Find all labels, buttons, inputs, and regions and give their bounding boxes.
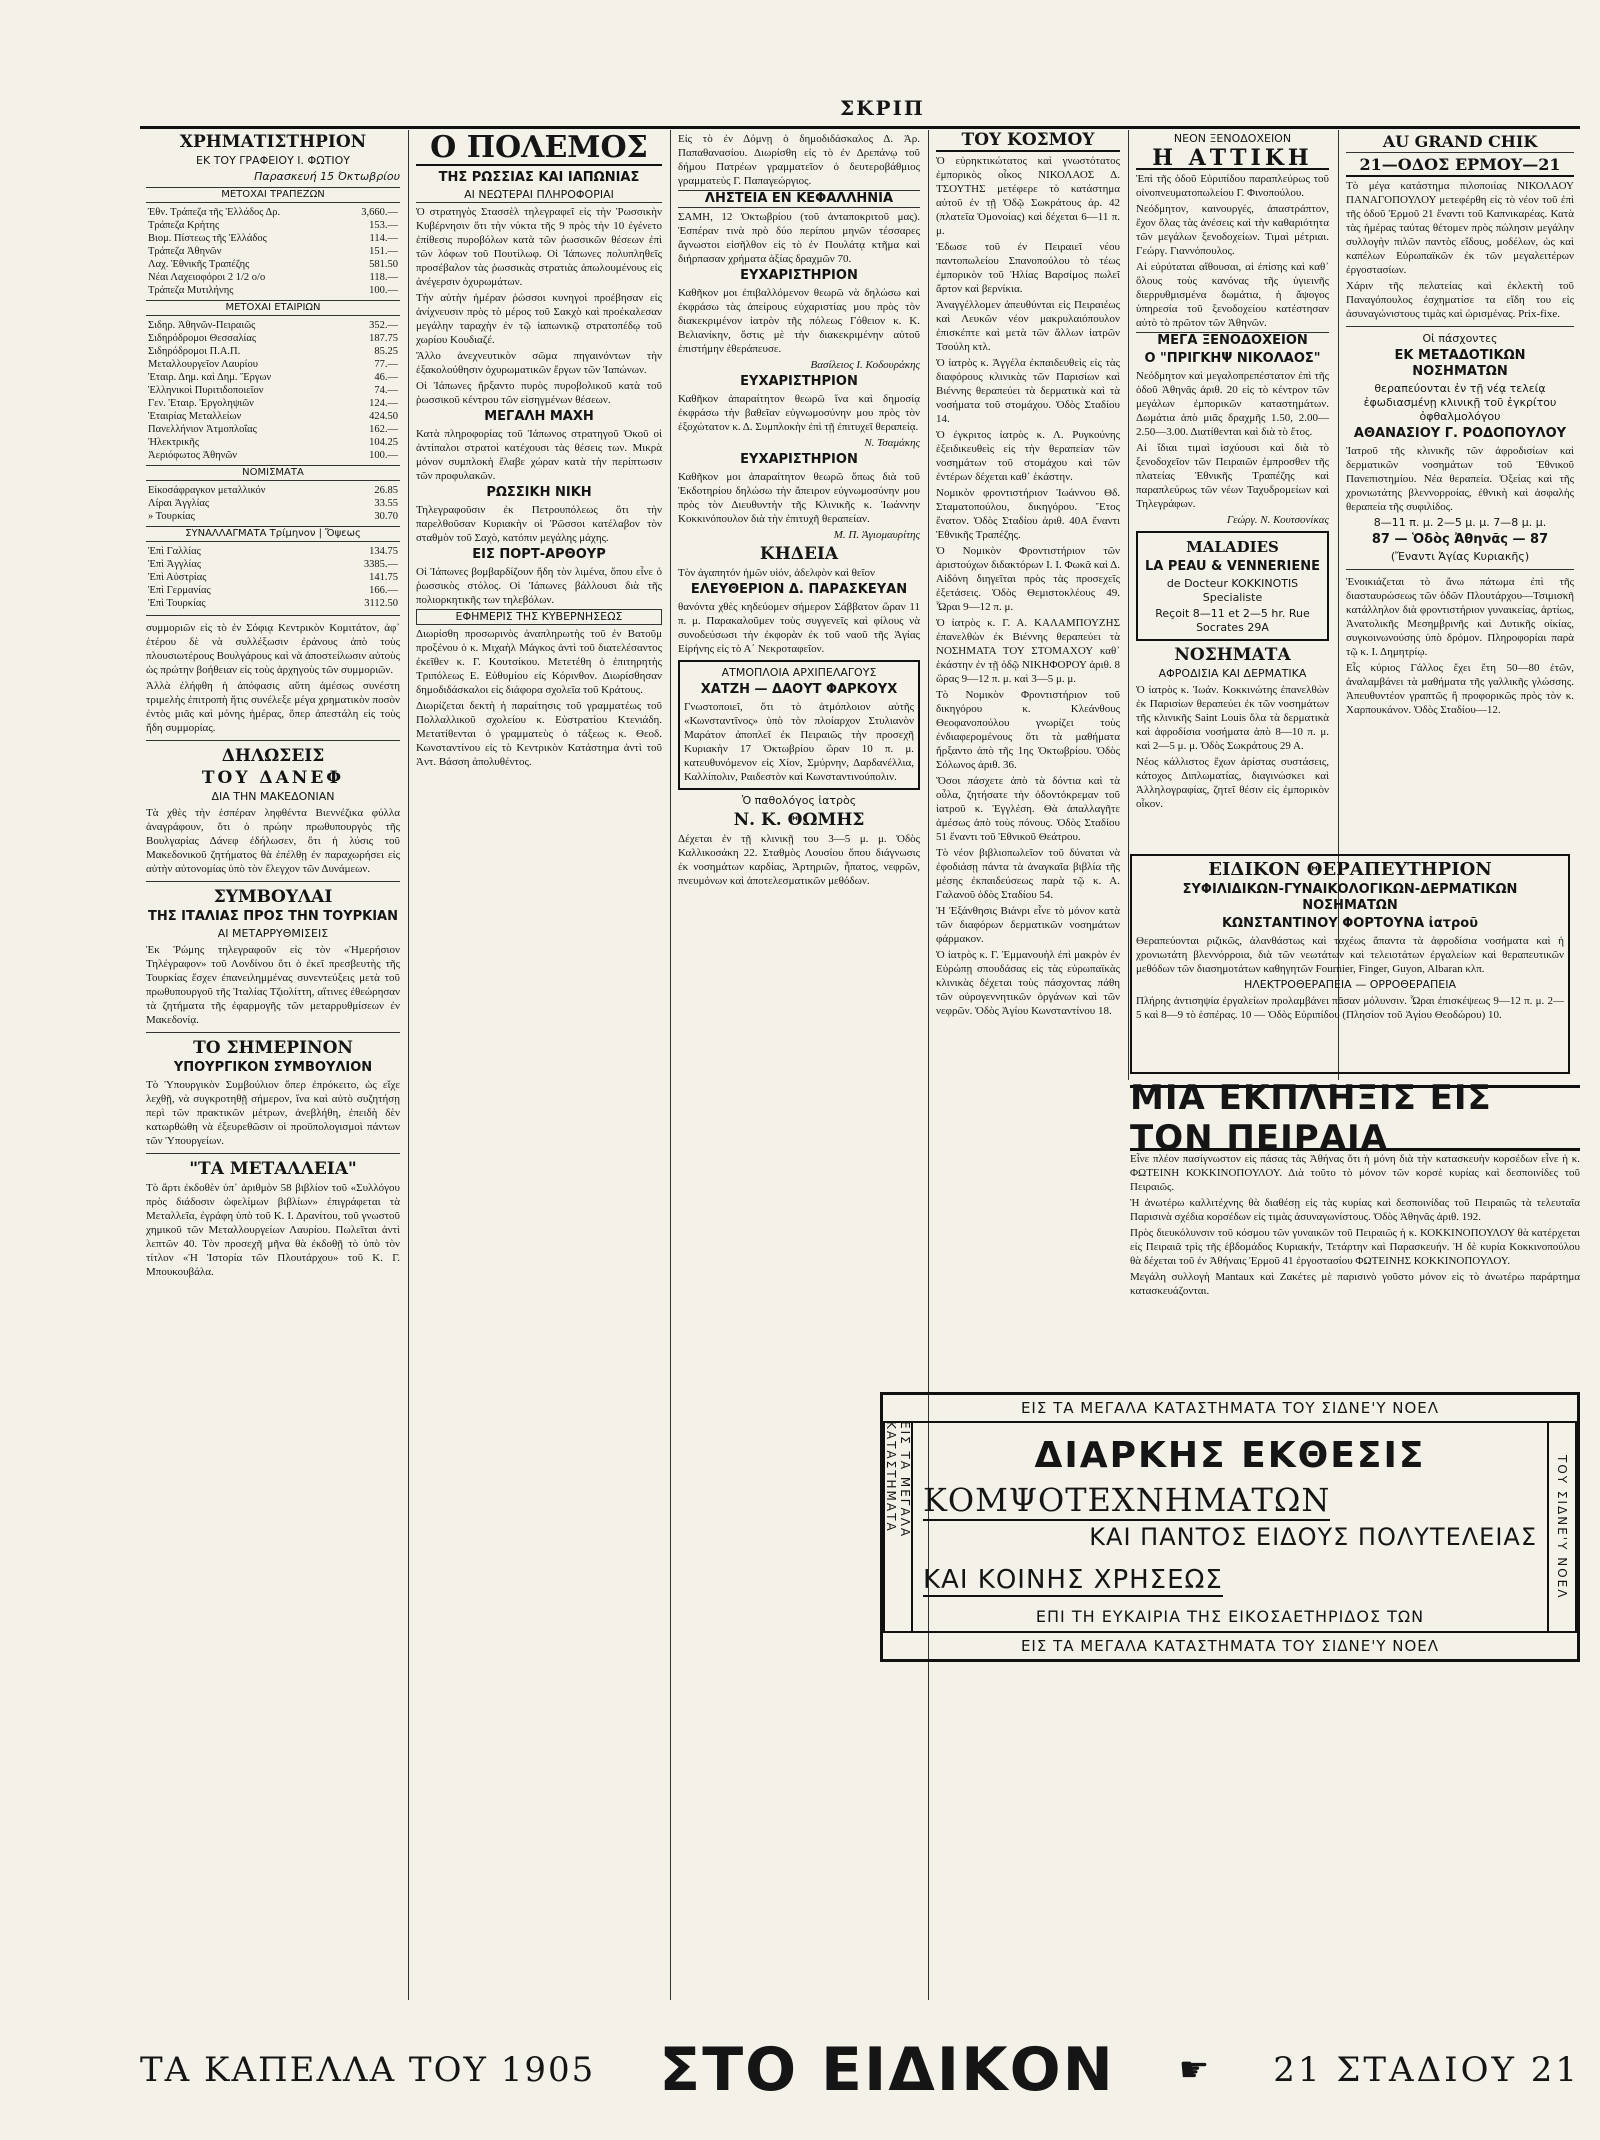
signature: Βασίλειος Ι. Κοδουράκης [810, 359, 920, 371]
column-rule [928, 130, 929, 2000]
table-row: Ἐπὶ Τουρκίας 3112.50 [148, 598, 398, 609]
article-paragraph: Ἐκ Ῥώμης τηλεγραφοῦν εἰς τὸν «Ἡμερήσιον Τηλέγραφον» τοῦ Λονδίνου ὅτι ὁ ἐκεῖ πρεσβευτὴς τῆς Τουρκίας ἔσχεν ἐπανειλημμένας συνεντεύξεις μετὰ τοῦ πρωθυπουργοῦ τῆς Ἰταλίας Τζιολίττη, αἵτινες ἐθεώρησαν τὰ ζητήματα τῆς ἐφαρμογῆς τῶν μεταρρυθμίσεων ἐν Μακεδονίᾳ. [146, 944, 400, 1026]
article-paragraph: Νομικὸν φροντιστήριον Ἰωάννου Θδ. Σταματοπούλου, δικηγόρου. Ἔτος ἔνατον. Ὁδὸς Σταδίου ἀριθ. 40Α ἔναντι Ἐθνικῆς Τραπέζης. [936, 487, 1120, 541]
piraeus-ad-title: ΜΙΑ ΕΚΠΛΗΞΙΣ ΕΙΣ ΤΟΝ ΠΕΙΡΑΙΑ [1130, 1085, 1580, 1151]
article-paragraph: Ἡ ἀνωτέρω καλλιτέχνης θὰ διαθέσῃ εἰς τὰς κυρίας καὶ δεσποινίδας τοῦ Πειραιῶς τὰ τελευταῖα Παρισινὰ σχέδια κορσέδων εἰς τιμὰς ἀσυναγωνίστους. Ὁδὸς Ἀθηνᾶς ἀριθ. 192. [1130, 1197, 1580, 1223]
divider [146, 1153, 400, 1154]
article-heading: Ὁ παθολόγος ἰατρὸς [741, 794, 857, 807]
hotel-heading: ΝΕΟΝ ΞΕΝΟΔΟΧΕΙΟΝ [1173, 132, 1292, 145]
divider [146, 881, 400, 882]
signature: Ν. Τσαμάκης [864, 437, 920, 449]
column-war [410, 130, 668, 2000]
article-heading: ΔΗΛΩΣΕΙΣ [221, 746, 325, 766]
article-paragraph: Ἡ Ἐξάνθησις Βιάνρι εἶνε τὸ μόνον κατὰ τῶν διαφόρων δερματικῶν νοσημάτων φάρμακον. [936, 905, 1120, 945]
article-paragraph: Εἶνε πλέον πασίγνωστον εἰς πάσας τὰς Ἀθήνας ὅτι ἡ μόνη διὰ τὴν κατασκευὴν κορσέδων εἶνε ἡ κ. ΦΩΤΕΙΝΗ ΚΟΚΚΙΝΟΠΟΥΛΟΥ. Διὰ τοῦτο τὸ μόνον τῶν κορσὲ κυρίας καὶ δεσποινίδες τοῦ Πειραιῶς. [1130, 1153, 1580, 1193]
article-paragraph: Ἄλλο ἀνεχνευτικὸν σῶμα πηγαινόντων τὴν ἐξακολούθησιν ὀχυρωματικῶν ἔργων τῶν Ἰαπώνων. [416, 350, 662, 376]
article-paragraph: Διωρίσθη προσωρινὸς ἀναπληρωτὴς τοῦ ἐν Βατοῦμ προξένου ὁ κ. Μιχαὴλ Μάγκος ἀντὶ τοῦ διατελέσαντος ἐκεῖθεν κ. Γ. Κουτσίκου. Μετετέθη ὁ ἐπιτηρητὴς Τριπόλεως Ε. Εὐθυμίου εἰς Κόρινθον. Διωρίσθησαν δημοδιδάσκαλοι εἰς διάφορα σχολεῖα τοῦ Κράτους. [416, 628, 662, 696]
divider [146, 1032, 400, 1033]
table-row: Βιομ. Πίστεως τῆς Ἑλλάδος 114.— [148, 233, 398, 244]
article-paragraph: Ἐνοικιάζεται τὸ ἄνω πάτωμα ἐπὶ τῆς διασταυρώσεως τῶν ὁδῶν Πλουτάρχου—Τσιμισκῆ κατάλληλον διὰ φροντιστήριον γυναικείας, ἀρτίως, Ἀνατολικῆς Μεσημβρινῆς καὶ Δυτικῆς οἰκίας, συγκοινωνούσης ὑπὸ δρόμον. Πληροφορίαι παρὰ τῷ κ. Ι. Δημητρίῳ. [1346, 576, 1574, 658]
column-rule [408, 130, 409, 2000]
table-row: Γεν. Ἑταιρ. Ἐργοληψιῶν 124.— [148, 398, 398, 409]
signature: Μ. Π. Ἀγιομαυρίτης [833, 529, 920, 541]
war-subtitle: ΤΗΣ ΡΩΣΣΙΑΣ ΚΑΙ ΙΑΠΩΝΙΑΣ [438, 170, 640, 185]
war-title: Ο ΠΟΛΕΜΟΣ [416, 132, 662, 166]
column-rule [1128, 130, 1129, 1080]
banks-heading: ΜΕΤΟΧΑΙ ΤΡΑΠΕΖΩΝ [146, 187, 400, 203]
exchange-table [146, 545, 400, 610]
article-heading: ΛΗΣΤΕΙΑ ΕΝ ΚΕΦΑΛΛΗΝΙΑ [678, 190, 920, 208]
coins-table [146, 484, 400, 523]
table-row: Ἑταιρίας Μεταλλείων 424.50 [148, 411, 398, 422]
table-row: Τράπεζα Ἀθηνῶν 151.— [148, 246, 398, 257]
table-row: Σιδηρόδρομοι Π.Α.Π. 85.25 [148, 346, 398, 357]
divider [1346, 326, 1574, 327]
table-row: Λίραι Ἀγγλίας 33.55 [148, 498, 398, 509]
table-row: Σιδηρ. Ἀθηνῶν-Πειραιῶς 352.— [148, 320, 398, 331]
table-row: » Τουρκίας 30.70 [148, 511, 398, 522]
article-paragraph: Ἰατροῦ τῆς κλινικῆς τῶν ἀφροδισίων καὶ δερματικῶν νοσημάτων τοῦ Ἐθνικοῦ Πανεπιστημίου. Νέα θεραπεία. Ὀξείας καὶ τῆς χρονιωτάτης βλεννορροίας, ἐθνικὴ καὶ ἀσφαλὴς θεραπεία τῆς συφιλίδος. [1346, 445, 1574, 513]
ad-subheading: ΗΛΕΚΤΡΟΘΕΡΑΠΕΙΑ — ΟΡΡΟΘΕΡΑΠΕΙΑ [1243, 978, 1457, 991]
ad-heading: ΕΚ ΜΕΤΑΔΟΤΙΚΩΝ ΝΟΣΗΜΑΤΩΝ [1394, 348, 1526, 379]
footer-banner [140, 2035, 1580, 2105]
article-paragraph: Τὰ χθὲς τὴν ἑσπέραν ληφθέντα Βιεννέζικα φύλλα ἀναγράφουν, ὅτι ὁ πρώην πρωθυπουργὸς τῆς Βουλγαρίας Δάνεφ ἐδήλωσεν, ὅτι ἡ λύσις τοῦ Μακεδονικοῦ ζητήματος θὰ ἐπέλθῃ ἐν παραχωρήσει εἰς αὐτὴν αὐτονομίας ὑπὸ τὸν ἔλεγχον τῶν Δυνάμεων. [146, 807, 400, 875]
ad-heading: ΔΙΑΡΚΗΣ ΕΚΘΕΣΙΣ [1034, 1435, 1426, 1476]
hotel-name: Ο "ΠΡΙΓΚΗΨ ΝΙΚΟΛΑΟΣ" [1144, 351, 1321, 366]
coins-heading: ΝΟΜΙΣΜΑΤΑ [146, 465, 400, 481]
article-paragraph: Τὸ μέγα κατάστημα πιλοποιίας ΝΙΚΟΛΑΟΥ ΠΑΝΑΓΟΠΟΥΛΟΥ μετεφέρθη εἰς τὸ νέον τοῦ ἐπὶ τῆς ὁδοῦ Ἑρμοῦ 21 ἔναντι τοῦ Καπνικαρέας. Κατὰ τὰς ἡμέρας ταύτας θέτομεν πρὸς πώλησιν μεγάλην συλλογὴν πιλῶν παντὸς εἴδους, μοδέλων, ὡς καὶ καπέλων Εὐρωπαϊκῶν ἐκ τῶν μεγαλειτέρων ἐργοστασίων. [1346, 180, 1574, 276]
ad-subheading: ΑΦΡΟΔΙΣΙΑ ΚΑΙ ΔΕΡΜΑΤΙΚΑ [1158, 667, 1307, 680]
article-paragraph: Νεόδμητον καὶ μεγαλοπρεπέστατον ἐπὶ τῆς ὁδοῦ Ἀθηνᾶς ἀριθ. 20 εἰς τὸ κέντρον τῶν μεγάλων ἐμπορικῶν καταστημάτων. Δωμάτια ἀπὸ μιᾶς δραχμῆς 1.50, 2.00—2.50—3.00. Διατίθενται καὶ διὰ τὸ ἔτος. [1136, 370, 1329, 438]
office-address-note: (Ἔναντι Ἁγίας Κυριακῆς) [1390, 550, 1530, 563]
article-paragraph: Χάριν τῆς πελατείας καὶ ἐκλεκτὴ τοῦ Παναγόπουλος ἐσχηματίσε τα εἴδη του εἰς ἀσυναγώνιστους τιμὰς καὶ ὡρισμένας. Prix-fixe. [1346, 280, 1574, 320]
hotel-heading: ΜΕΓΑ ΞΕΝΟΔΟΧΕΙΟΝ [1136, 332, 1329, 349]
article-paragraph: Πλήρης ἀντισηψία ἐργαλείων προλαμβάνει πᾶσαν μόλυνσιν. Ὧραι ἐπισκέψεως 9—12 π. μ. 2—5 καὶ 8—9 τὸ ἑσπέρας. 10 — Ὁδὸς Εὐριπίδου (Πλησίον τοῦ Ἁγίου Θεοδώρου) 10. [1136, 995, 1564, 1021]
article-subheading: ΤΗΣ ΙΤΑΛΙΑΣ ΠΡΟΣ ΤΗΝ ΤΟΥΡΚΙΑΝ [147, 909, 398, 924]
article-subheading: ΥΠΟΥΡΓΙΚΟΝ ΣΥΜΒΟΥΛΙΟΝ [173, 1060, 373, 1075]
article-paragraph: Ἐπὶ τῆς ὁδοῦ Εὐριπίδου παραπλεύρως τοῦ οἰνοπνευματοπωλείου Γ. Φινοπούλου. [1136, 173, 1329, 199]
thanks-heading: ΕΥΧΑΡΙΣΤΗΡΙΟΝ [740, 268, 858, 283]
article-paragraph: Εἰς τὸ ἐν Δόμνῃ ὁ δημοδιδάσκαλος Δ. Ἀρ. Παπαθανασίου. Διωρίσθη εἰς τὸ ἐν Δρεπάνῳ τοῦ δήμου Πατρέων γραμματεῖον ὁ δευτεροβάθμιος γραμματεὺς Γ. Παπαγεώργιος. [678, 133, 920, 187]
table-row: Ἀεριόφωτος Ἀθηνῶν 100.— [148, 450, 398, 461]
article-paragraph: Ὁ Νομικὸν Φροντιστήριον τῶν ἀριστούχων διδακτόρων Ι. Ι. Φωκᾶ καὶ Δ. Αἰδόνη διηγεῖται πρὸς τὰς προσεχεῖς ἐξετάσεις. Ὁδὸς Θεμιστοκλέους 49. Ὧραι 9—12 π. μ. [936, 545, 1120, 613]
masthead-title: ΣΚΡΙΠ [840, 96, 925, 120]
ad-heading: MALADIES [1186, 538, 1279, 556]
article-paragraph: Πρὸς διευκόλυνσιν τοῦ κόσμου τῶν γυναικῶν τοῦ Πειραιῶς ἡ κ. ΚΟΚΚΙΝΟΠΟΥΛΟΥ θὰ κατέρχεται εἰς Πειραιᾶ τρὶς τῆς ἑβδομάδος Κυριακήν, Τετάρτην καὶ Παρασκευήν. Ἡ δὲ κυρία Κοκκινοπούλου θὰ δέχεται τοῦ ἐν Ἀθήναις Ἑρμοῦ 41 ἐργοστασίου ΦΩΤΕΙΝΗΣ ΚΟΚΚΙΝΟΠΟΥΛΟΥ. [1130, 1227, 1580, 1267]
article-paragraph: Τηλεγραφοῦσιν ἐκ Πετρουπόλεως ὅτι τὴν παρελθοῦσαν Κυριακὴν οἱ Ῥῶσσοι κατέλαβον τὸν σταθμὸν τοῦ Σαχὸ, κατόπιν μεγάλης μάχης. [416, 504, 662, 544]
table-row: Ἑταιρ. Δημ. καὶ Δημ. Ἔργων 46.— [148, 372, 398, 383]
ad-band: ΕΙΣ ΤΑ ΜΕΓΑΛΑ ΚΑΤΑΣΤΗΜΑΤΑ ΤΟΥ ΣΙΔΝΕ'Υ ΝΟΕΛ [883, 1631, 1577, 1659]
divider [146, 740, 400, 741]
article-paragraph: Ἐδωσε τοῦ ἐν Πειραιεῖ νέου παντοπωλείου Σπανοπούλου τὸ τέως ἐμπορικὸν τοῦ Ἠλίας Βαρσίμος πωλεῖ ἄρτον καὶ βερνίκια. [936, 241, 1120, 295]
thanks-heading: ΕΥΧΑΡΙΣΤΗΡΙΟΝ [740, 374, 858, 389]
article-paragraph: Διωρίζεται δεκτὴ ἡ παραίτησις τοῦ γραμματέως τοῦ Πολλαλλικοῦ σχολείου κ. Εὐστρατίου Κτενιάδη. Μετατίθενται ὁ γραμματεὺς ὁ τάξεως κ. Θεοδ. Κωνσταντίνου εἰς τὸ Κεντρικὸν Κατάστημα ἀντὶ τοῦ Ἀντ. Βάσση ἀπολυθέντος. [416, 700, 662, 768]
ad-heading: ΚΑΙ ΠΑΝΤΟΣ ΕΙΔΟΥΣ ΠΟΛΥΤΕΛΕΙΑΣ [1089, 1523, 1537, 1551]
ad-heading: LA PEAU & VENNERIENE [1145, 559, 1320, 574]
article-paragraph: Οἱ Ἰάπωνες βομβαρδίζουν ἤδη τὸν λιμένα, ὅπου εἶνε ὁ ῥωσσικὸς στόλος. Οἱ Ἰάπωνες βάλλουσι διὰ τῆς πολιορκητικῆς των τηλεβόλων. [416, 566, 662, 606]
article-paragraph: Καθῆκον ἀπαραίτητον θεωρῶ ἵνα καὶ δημοσίᾳ ἐκφράσω τὴν βαθεῖαν εὐγνωμοσύνην μου πρὸς τὸν ἐξοχώτατον κ. Δ. Συμπλοκὴν ἐπὶ τῇ ἐπιτυχεῖ θεραπείᾳ. [678, 393, 920, 433]
article-subheading: ΔΙΑ ΤΗΝ ΜΑΚΕΔΟΝΙΑΝ [211, 790, 335, 803]
stock-subtitle: ΕΚ ΤΟΥ ΓΡΑΦΕΙΟΥ Ι. ΦΩΤΙΟΥ [196, 154, 350, 167]
companies-table [146, 319, 400, 462]
article-heading: ΑΤΜΟΠΛΟΙΑ ΑΡΧΙΠΕΛΑΓΟΥΣ [721, 666, 877, 679]
pointing-hand-icon: ☛ [1178, 2050, 1210, 2090]
article-paragraph: Νεόδμητον, καινουργές, ἀπαστράπτον, ἔχον ὅλας τὰς ἀνέσεις καὶ τὴν καθαριότητα τῶν μεγάλων ξενοδοχείων. Τιμαὶ μέτριαι. Γεώργ. Γιαννόπουλος. [1136, 203, 1329, 257]
article-paragraph: Τὸ Νομικὸν Φροντιστήριον τοῦ δικηγόρου κ. Κλεάνθους Θεοφανοπούλου γνωρίζει τοὺς ἐνδιαφερομένους ὅτι τὰ μαθήματα ἤρξαντο ἀπὸ τῆς 1ης Ὀκτωβρίου. Ὁδὸς Σόλωνος ἀριθ. 36. [936, 689, 1120, 771]
table-row: Ἠλεκτρικῆς 104.25 [148, 437, 398, 448]
masthead [140, 96, 1580, 129]
table-row: Τράπεζα Μυτιλήνης 100.— [148, 285, 398, 296]
exchange-heading: ΣΥΝΑΛΛΑΓΜΑΤΑ Τρίμηνον | Ὄψεως [146, 526, 400, 542]
table-row: Ἐπὶ Γερμανίας 166.— [148, 585, 398, 596]
article-paragraph: Καθῆκον μοι ἀπαραίτητον θεωρῶ ὅπως διὰ τοῦ Ἐκδοτηρίου δηλώσω τὴν ἄπειρον εὐγνωμοσύνην μου πρὸς τὸν Διευθυντὴν τῆς Κλινικῆς κ. Ἰωάννην Κοκκινόπουλον διὰ τὴν ἐπιτυχῆ θεραπείαν. [678, 471, 920, 525]
table-row: Εἰκοσάφραγκον μεταλλικόν 26.85 [148, 485, 398, 496]
column-stock-exchange [140, 130, 406, 2000]
banks-table [146, 206, 400, 297]
article-paragraph: Νέος κάλλιστος ἔχων ἀρίστας συστάσεις, κάτοχος Διπλωματίας, διαγινώσκει καὶ Ἀλληλογραφίας, ζητεῖ θέσιν εἰς ἐμπορικὸν οἶκον. [1136, 756, 1329, 810]
article-paragraph: Γνωστοποιεῖ, ὅτι τὸ ἀτμόπλοιον αὐτῆς «Κωνσταντῖνος» ὑπὸ τὸν πλοίαρχον Στυλιανὸν Μαράτον ἀποπλεῖ ἐκ Πειραιῶς τὴν προσεχῆ Κυριακὴν 17 Ὀκτωβρίου ὥραν 10 π. μ. κατευθυνόμενον εἰς Χίον, Σμύρνην, Δαρδανέλλια, Καλλίπολιν, Ραιδεστὸν καὶ Κωνσταντινούπολιν. [684, 701, 914, 783]
column-notices [672, 130, 926, 2000]
ad-heading: ΚΑΙ ΚΟΙΝΗΣ ΧΡΗΣΕΩΣ [923, 1565, 1223, 1595]
article-paragraph: Ὁ ἐγκριτος ἰατρὸς κ. Λ. Ρυγκούνης ἐξειδικευθεὶς εἰς τὴν θεραπείαν τῶν νοσημάτων τοῦ στομάχου καὶ τῶν ἐντέρων δέχεται καθ᾽ ἑκάστην. [936, 429, 1120, 483]
stock-title: ΧΡΗΜΑΤΙΣΤΗΡΙΟΝ [179, 132, 367, 152]
funeral-heading: ΚΗΔΕΙΑ [759, 544, 839, 564]
article-paragraph: Ὁ στρατηγὸς Στασσὲλ τηλεγραφεῖ εἰς τὴν Ῥωσσικὴν Κυβέρνησιν ὅτι τὴν νύκτα τῆς 9 πρὸς τὴν 10 ἐγένετο ἐπίθεσις πυροβόλων κατὰ τῶν ῥωσσικῶν θέσεων ἐπὶ τῶν λόφων τοῦ Πουτίλωφ. Οἱ Ἰάπωνες πολυπληθεῖς προσέβαλον τὰς ῥωσσικὰς στρατιὰς ἀπωλουμένους εἰς ἀνέγερσιν ὀχυρωμάτων. [416, 206, 662, 288]
ad-heading: ΕΙΔΙΚΟΝ ΘΕΡΑΠΕΥΤΗΡΙΟΝ [1208, 859, 1492, 880]
article-paragraph: Εἷς κύριος Γάλλος ἔχει ἔτη 50—80 ἐτῶν, ἀναλαμβάνει τὰ μαθήματα τῆς γαλλικῆς γλώσσης. Ἀπευθυντέον γραπτῶς ἢ προφορικῶς πρὸς τὸν κ. Χαρπουκάνον. Ὁδὸς Σταδίου—12. [1346, 662, 1574, 716]
companies-heading: ΜΕΤΟΧΑΙ ΕΤΑΙΡΙΩΝ [146, 300, 400, 316]
footer-right: 21 ΣΤΑΔΙΟΥ 21 [1273, 2050, 1580, 2090]
article-heading: ΤΟΥ ΔΑΝΕΦ [201, 768, 345, 788]
article-heading: ΡΩΣΣΙΚΗ ΝΙΚΗ [486, 485, 592, 500]
ad-subheading: Οἱ πάσχοντες [1422, 332, 1498, 345]
doctor-name: ΑΘΑΝΑΣΙΟΥ Γ. ΡΟΔΟΠΟΥΛΟΥ [1353, 426, 1567, 441]
article-paragraph: Ὁ ἰατρὸς κ. Γ. Α. ΚΑΛΑΜΠΟΥΖΗΣ ἐπανελθὼν ἐκ Βιέννης θεραπεύει τὰ ΝΟΣΗΜΑΤΑ ΤΟΥ ΣΤΟΜΑΧΟΥ καθ᾽ ἑκάστην ἐν τῇ ὁδῷ ΝΙΚΗΦΟΡΟΥ ἀριθ. 8 ὥρας 9—12 π. μ. καὶ 3—5 μ. μ. [936, 617, 1120, 685]
shop-address: 21—ΟΔΟΣ ΕΡΜΟΥ—21 [1346, 155, 1574, 177]
footer-left: ΤΑ ΚΑΠΕΛΛΑ ΤΟΥ 1905 [140, 2050, 596, 2090]
article-paragraph: Ἀλλὰ ἐλήφθη ἡ ἀπόφασις αὕτη ἀμέσως συνέστη τριμελὴς ἐπιτροπὴ ἥτις συνέλεξε μέγα χρηματικὸν ποσὸν ἐντὸς μιᾶς καὶ μόνης ἡμέρας, ὅπερ ἀπεστάλη εἰς τοὺς ἤδη συμμορίας. [146, 680, 400, 734]
article-paragraph: Δέχεται ἐν τῇ κλινικῇ του 3—5 μ. μ. Ὁδὸς Καλλικοσάκη 22. Σταθμὸς Λουσίου ὅπου διάγνωσις ἐκ νοσημάτων καρδίας, Ἀρτηριῶν, ἧπατος, νεφρῶν, πνευμόνων καὶ ἀποτελεσματικῶν μεθόδων. [678, 833, 920, 887]
article-heading: ΣΥΜΒΟΥΛΑΙ [213, 887, 333, 907]
article-heading: ΧΑΤΖΗ — ΔΑΟΥΤ ΦΑΡΚΟΥΧ [700, 682, 898, 697]
article-paragraph: Ὅσοι πάσχετε ἀπὸ τὰ δόντια καὶ τὰ οὖλα, ζητήσατε τὴν ὀδοντόκρεμαν τοῦ ἰατροῦ κ. Ἐγγλέση. Θὰ ἀπαλλαγῆτε ἀμέσως ἀπὸ τοὺς πόνους. Ὁδὸς Σταδίου 51 ἔναντι τοῦ Ἐθνικοῦ Θεάτρου. [936, 775, 1120, 843]
society-title: ΤΟΥ ΚΟΣΜΟΥ [936, 130, 1120, 152]
ad-side-band: ΕΙΣ ΤΑ ΜΕΓΑΛΑ ΚΑΤΑΣΤΗΜΑΤΑ [883, 1421, 913, 1633]
table-row: Νέαι Λαχειοφόροι 2 1/2 ο/ο 118.— [148, 272, 398, 283]
article-paragraph: Τὸ ἄρτι ἐκδοθὲν ὑπ᾽ ἀριθμὸν 58 βιβλίον τοῦ «Συλλόγου πρὸς διάδοσιν ὠφελίμων βιβλίων» ἐπιγράφεται τὰ Μεταλλεῖα, ἐγράφη ὑπὸ τοῦ Κ. Ι. Δρανίτου, τοῦ γνωστοῦ χημικοῦ τῶν Μεταλλουργείων Λαυρίου. Πωλεῖται ἀντὶ λεπτῶν 40. Τὸν προσεχῆ μῆνα θὰ ἐκδοθῇ τὸ ὑπὸ τὸν τίτλον «Ἡ Ἰστορία τῶν Πλουτάρχου» τοῦ Κ. Γ. Μπουκουβάλα. [146, 1182, 400, 1278]
article-paragraph: Μεγάλη συλλογὴ Mantaux καὶ Ζακέτες μὲ παρισινὸ γοῦστο μόνον εἰς τὸ ἀνωτέρω παράρτημα κατασκευάζονται. [1130, 1271, 1580, 1297]
article-paragraph: συμμοριῶν εἰς τὸ ἐν Σόφιᾳ Κεντρικὸν Κομιτάτον, ἀφ᾽ ἑτέρου δὲ νὰ συλλέξωσιν ἐράνους ἀπὸ τοὺς πλουσιωτέρους Βουλγάρους καὶ νὰ ἀποστείλωσιν αὐτοὺς ὡς πρώτην βοήθειαν εἰς τοὺς ἀρχηγοὺς τῶν συμμοριῶν. [146, 622, 400, 676]
article-heading: ΕΙΣ ΠΟΡΤ-ΑΡΘΟΥΡ [472, 547, 606, 562]
article-paragraph: Τὸν ἀγαπητόν ἡμῶν υἱόν, ἀδελφὸν καὶ θεῖον [678, 567, 875, 579]
ad-band: ΕΙΣ ΤΑ ΜΕΓΑΛΑ ΚΑΤΑΣΤΗΜΑΤΑ ΤΟΥ ΣΙΔΝΕ'Υ ΝΟΕΛ [883, 1395, 1577, 1423]
article-paragraph: Τὴν αὐτὴν ἡμέραν ῥώσσοι κυνηγοὶ προέβησαν εἰς ἀνίχνευσιν πρὸς τὸ μέρος τοῦ Σακχὸ καὶ προέκαλεσαν μεγάλην ταραχὴν ἐν τῷ ἰαπωνικῷ στρατοπέδῳ τοῦ χωρίου Κουδιαζέ. [416, 292, 662, 346]
hotel-name: Η ΑΤΤΙΚΗ [1136, 148, 1329, 170]
table-row: Μεταλλουργεῖον Λαυρίου 77.— [148, 359, 398, 370]
article-paragraph: Κατὰ πληροφορίας τοῦ Ἰάπωνος στρατηγοῦ Ὀκοῦ οἱ ἀντίπαλοι στρατοὶ κατέχουσι τὰς θέσεις των. Μικρὰ μόνον συμπλοκὴ ἔλαβε χώραν κατὰ τὴν περίπτωσιν τῶν προφυλακῶν. [416, 428, 662, 482]
article-paragraph: Ἀναγγέλλομεν ἀπευθύνται εἰς Πειραιέως καὶ Λευκῶν νέον μακρυλαιόπουλον ἐπισκέπτε καὶ μετὰ τῶν ἄλλων ἰατρῶν Τσούλη κτλ. [936, 299, 1120, 353]
article-paragraph: Ὁ εὐρηκτικώτατος καὶ γνωστότατος ἐμπορικὸς οἶκος ΝΙΚΟΛΑΟΣ Δ. ΤΣΟΥΤΗΣ μετέφερε τὸ κατάστημα αὐτοῦ ἐν τῇ Ὁδῷ Σωκράτους ἀρ. 42 (πλατεῖα Ὁμονοίας) καὶ δέχεται 6—11 π. μ. [936, 155, 1120, 237]
article-heading: ΤΟ ΣΗΜΕΡΙΝΟΝ [193, 1038, 353, 1058]
article-paragraph: Τὸ Ὑπουργικὸν Συμβούλιον ὅπερ ἐπρόκειτο, ὡς εἴχε λεχθῇ, νὰ συγκροτηθῇ σήμερον, ἵνα καὶ αὐτὸ συζητήσῃ περὶ τῶν πρακτικῶν μέτρων, ἀνεβλήθη, ἐπειδὴ δὲν κατωρθώθη νὰ ἐξευρεθῶσιν οἱ προϋπολογισμοὶ πάντων τῶν Ὑπουργείων. [146, 1079, 400, 1147]
war-section: ΑΙ ΝΕΩΤΕΡΑΙ ΠΛΗΡΟΦΟΡΙΑΙ [416, 188, 662, 203]
article-paragraph: Ὁ ἰατρὸς κ. Γ. Ἐμμανουὴλ ἐπὶ μακρὸν ἐν Εὐρώπῃ σπουδάσας εἰς τὰς εὐρωπαϊκὰς κλινικὰς δέχεται τοὺς πάσχοντας πάθη τῶν οὐρογεννητικῶν ὀργάνων καὶ τῶν νεφρῶν. Ὁδὸς Ἀγίου Κωνσταντίνου 18. [936, 949, 1120, 1017]
ad-heading: ΕΠΙ ΤΗ ΕΥΚΑΙΡΙΑ ΤΗΣ ΕΙΚΟΣΑΕΤΗΡΙΔΟΣ ΤΩΝ [1035, 1607, 1425, 1626]
exhibition-ad [880, 1392, 1580, 1662]
article-paragraph: Αἱ εὐρύταται αἴθουσαι, αἱ ἐπίσης καὶ καθ᾽ ὅλους τοὺς κανόνας τῆς ὑγιεινῆς διερρυθμισμένα δωμάτια, ἡ ἄψογος ὑπηρεσία τοῦ ξενοδοχείου κατέστησαν αὐτὸ τὸ πρῶτον τῶν Ἀθηνῶν. [1136, 261, 1329, 329]
divider [146, 615, 400, 616]
shipping-ad [678, 660, 920, 790]
table-row: Ἑλληνικοὶ Πυριτιδοποιεῖον 74.— [148, 385, 398, 396]
divider [1346, 569, 1574, 570]
article-paragraph: Ὁ ἰατρὸς κ. Ἰωάν. Κοκκινώτης ἐπανελθὼν ἐκ Παρισίων θεραπεύει ἐκ τῶν νοσημάτων τῆς κλινικῆς Saint Louis ὅλα τὰ δερματικὰ καὶ ἀφροδίσια νοσήματα ἀπὸ 8—10 π. μ. καὶ 2—5 μ. μ. Ὁδὸς Σωκράτους 29 Α. [1136, 684, 1329, 752]
table-row: Σιδηρόδρομοι Θεσσαλίας 187.75 [148, 333, 398, 344]
maladies-ad [1136, 531, 1329, 641]
doctor-name: Ν. Κ. ΘΩΜΗΣ [733, 810, 865, 830]
article-paragraph: Καθῆκον μοι ἐπιβαλλόμενον θεωρῶ νὰ δηλώσω καὶ ἐκφράσω τὰς ἀπείρους εὐχαριστίας μου πρὸς τὸν διακεκριμένον ἰατρὸν τῆς πόλεως Γόθειον κ. Κ. Βελιανίκην, ὅστις μὲ τὴν διακεκριμένην αὐτοῦ ἐπιστήμην ἐθεράπευσε. [678, 287, 920, 355]
table-row: Λαχ. Ἐθνικῆς Τραπέζης 581.50 [148, 259, 398, 270]
table-row: Πανελλήνιον Ἀτμοπλοΐας 162.— [148, 424, 398, 435]
deceased-name: ΕΛΕΥΘΕΡΙΟΝ Δ. ΠΑΡΑΣΚΕΥΑΝ [690, 582, 908, 597]
ad-side-band: ΤΟΥ ΣΙΔΝΕ'Υ ΝΟΕΛ [1547, 1421, 1577, 1633]
table-row: Ἐπὶ Γαλλίας 134.75 [148, 546, 398, 557]
ad-heading: ΚΟΜΨΟΤΕΧΝΗΜΑΤΩΝ [923, 1481, 1331, 1519]
ad-heading: ΚΩΝΣΤΑΝΤΙΝΟΥ ΦΟΡΤΟΥΝΑ ἰατροῦ [1221, 916, 1478, 931]
thanks-heading: ΕΥΧΑΡΙΣΤΗΡΙΟΝ [740, 452, 858, 467]
article-paragraph: Οἱ Ἰάπωνες ἤρξαντο πυρὸς πυροβολικοῦ κατὰ τοῦ ῥωσσικοῦ κέντρου τῶν εἰσηγμένων θέσεων. [416, 380, 662, 406]
signature: Γεώργ. Ν. Κουτσονίκας [1226, 514, 1329, 526]
column-rule [670, 130, 671, 2000]
table-row: Έθν. Τράπεζα τῆς Ἑλλάδος Δρ. 3,660.— [148, 207, 398, 218]
table-row: Ἐπὶ Αὐστρίας 141.75 [148, 572, 398, 583]
article-paragraph: Αἱ ἴδιαι τιμαὶ ἰσχύουσι καὶ διὰ τὸ ξενοδοχεῖον τῶν Πειραιῶν ἐμπροσθεν τῆς πλατείας Ἐθνικῆς Τραπέζης καὶ παραπλεύρως τῶν νέων Ταχυδρομείων καὶ Τηλεγράφων. [1136, 442, 1329, 510]
ad-subheading: de Docteur KOKKINOTIS Specialiste [1166, 577, 1299, 604]
article-subheading: ΑΙ ΜΕΤΑΡΡΥΘΜΙΣΕΙΣ [217, 927, 329, 940]
table-row: Τράπεζα Κρήτης 153.— [148, 220, 398, 231]
piraeus-ad-body [1130, 1150, 1580, 1380]
office-address: 87 — Ὁδὸς Ἀθηνᾶς — 87 [1371, 532, 1549, 547]
column-society [930, 130, 1126, 2000]
article-heading: "ΤΑ ΜΕΤΑΛΛΕΙΑ" [189, 1159, 357, 1179]
office-hours: 8—11 π. μ. 2—5 μ. μ. 7—8 μ. μ. [1373, 516, 1547, 529]
article-paragraph: Θεραπεύονται ριζικῶς, ἀλανθάστως καὶ ταχέως ἅπαντα τὰ ἀφροδίσια νοσήματα καὶ ἡ χρονιωτάτη βλεννόρροια, διὰ τῶν νεωτάτων καὶ τελειοτάτων ἐργαλείων καὶ θεραπευτικῶν μεθόδων τῶν διασημοτάτων καθηγητῶν Fournier, Finger, Guyon, Albaran κλπ. [1136, 935, 1564, 975]
ad-heading: ΝΟΣΗΜΑΤΑ [1174, 645, 1291, 665]
shop-name: AU GRAND CHIK [1346, 132, 1574, 153]
article-heading: ΕΦΗΜΕΡΙΣ ΤΗΣ ΚΥΒΕΡΝΗΣΕΩΣ [416, 609, 662, 625]
ad-subheading: θεραπεύονται ἐν τῇ νέᾳ τελείᾳ ἐφωδιασμένῃ κλινικῇ τοῦ ἐγκρίτου ὀφθαλμολόγου [1363, 382, 1557, 423]
article-paragraph: Ὁ ἰατρὸς κ. Ἀγγέλα ἐκπαιδευθεὶς εἰς τὰς διαφόρους κλινικὰς τῶν Παρισίων καὶ Βιέννης θεραπεύει τὰ δερματικὰ καὶ τὰ νοσήματα τοῦ στομάχου. Ὁδὸς Σταδίου 14. [936, 357, 1120, 425]
footer-mid: ΣΤΟ ΕΙΔΙΚΟΝ [659, 2035, 1115, 2105]
stock-date: Παρασκευή 15 Όκτωβρίου [254, 170, 400, 183]
table-row: Ἐπὶ Ἀγγλίας 3385.— [148, 559, 398, 570]
article-paragraph: Τὸ νέον βιβλιοπωλεῖον τοῦ δύναται νὰ ἐφοδιάσῃ πάντα τὰ ἀναγκαῖα βιβλία τῆς μέσης ἐκπαιδεύσεως παρὰ τῷ κ. Α. Γαλανοῦ ὁδὸς Σταδίου 54. [936, 847, 1120, 901]
clinic-ad [1130, 854, 1570, 1074]
ad-subheading: Reçoit 8—11 et 2—5 hr. Rue Socrates 29A [1155, 607, 1310, 634]
ad-heading: ΣΥΦΙΛΙΔΙΚΩΝ-ΓΥΝΑΙΚΟΛΟΓΙΚΩΝ-ΔΕΡΜΑΤΙΚΩΝ ΝΟΣΗΜΑΤΩΝ [1182, 882, 1518, 913]
article-paragraph: θανόντα χθὲς κηδεύομεν σήμερον Σάββατον ὥραν 11 π. μ. Παρακαλοῦμεν τοὺς συγγενεῖς καὶ φίλους νὰ συνοδεύσωσι τὴν ἐκφορὰν ἐκ τοῦ ναοῦ τῆς Ἁγίας Εἰρήνης εἰς τὸ Α΄ Νεκροταφεῖον. [678, 601, 920, 655]
article-paragraph: ΣΑΜΗ, 12 Ὀκτωβρίου (τοῦ ἀνταποκριτοῦ μας). Ἑσπέραν τινὰ πρὸ δύο περίπου μηνῶν τέσσαρες ἄγνωστοι εἰσῆλθον εἰς τὸ ἐν Πουλάτᾳ κτῆμα καὶ διήρπασαν χρήματα ἀξίας δραχμῶν 70. [678, 211, 920, 265]
article-heading: ΜΕΓΑΛΗ ΜΑΧΗ [484, 409, 594, 424]
